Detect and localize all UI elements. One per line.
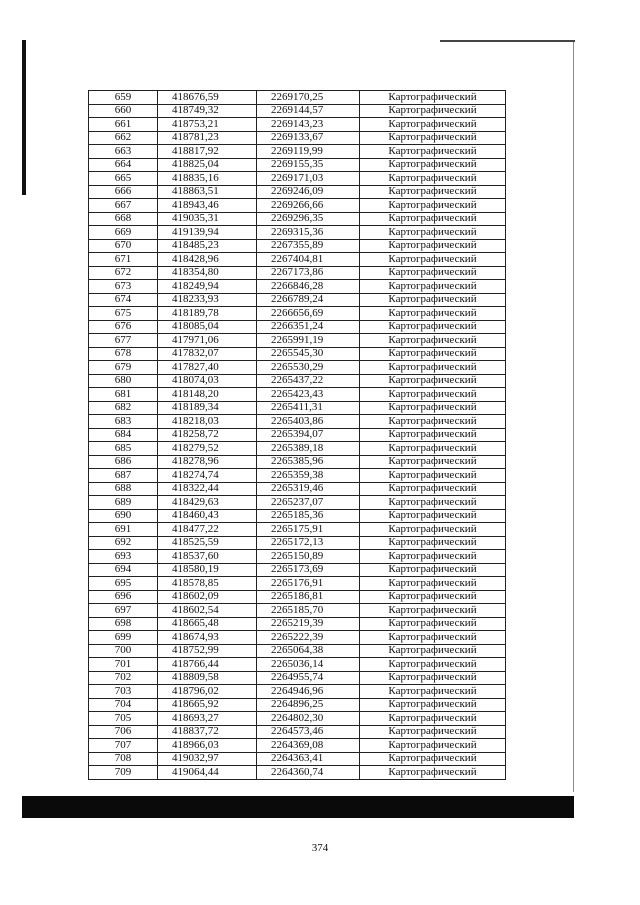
y-coordinate-cell: 2265359,38 bbox=[257, 469, 360, 483]
y-coordinate-cell: 2265219,39 bbox=[257, 617, 360, 631]
method-cell: Картографический bbox=[360, 361, 506, 375]
table-row bbox=[89, 658, 506, 672]
method-cell: Картографический bbox=[360, 334, 506, 348]
y-coordinate-cell: 2265423,43 bbox=[257, 388, 360, 402]
y-coordinate-cell: 2265036,14 bbox=[257, 658, 360, 672]
table-row bbox=[89, 307, 506, 321]
table-row bbox=[89, 604, 506, 618]
scan-margin-bar bbox=[22, 40, 26, 195]
point-number-cell: 693 bbox=[89, 550, 158, 564]
point-number-cell: 665 bbox=[89, 172, 158, 186]
point-number-cell: 684 bbox=[89, 428, 158, 442]
method-cell: Картографический bbox=[360, 482, 506, 496]
method-cell: Картографический bbox=[360, 590, 506, 604]
table-row bbox=[89, 266, 506, 280]
coordinates-table bbox=[88, 90, 506, 780]
x-coordinate-cell: 419139,94 bbox=[158, 226, 257, 240]
y-coordinate-cell: 2266656,69 bbox=[257, 307, 360, 321]
table-row bbox=[89, 766, 506, 780]
table-row bbox=[89, 91, 506, 105]
method-cell: Картографический bbox=[360, 644, 506, 658]
table-row bbox=[89, 239, 506, 253]
point-number-cell: 667 bbox=[89, 199, 158, 213]
x-coordinate-cell: 418085,04 bbox=[158, 320, 257, 334]
table-row bbox=[89, 590, 506, 604]
y-coordinate-cell: 2264573,46 bbox=[257, 725, 360, 739]
table-row bbox=[89, 455, 506, 469]
point-number-cell: 688 bbox=[89, 482, 158, 496]
point-number-cell: 670 bbox=[89, 239, 158, 253]
table-row bbox=[89, 226, 506, 240]
method-cell: Картографический bbox=[360, 158, 506, 172]
point-number-cell: 673 bbox=[89, 280, 158, 294]
point-number-cell: 681 bbox=[89, 388, 158, 402]
y-coordinate-cell: 2265173,69 bbox=[257, 563, 360, 577]
method-cell: Картографический bbox=[360, 496, 506, 510]
point-number-cell: 679 bbox=[89, 361, 158, 375]
table-row bbox=[89, 347, 506, 361]
x-coordinate-cell: 418825,04 bbox=[158, 158, 257, 172]
x-coordinate-cell: 418322,44 bbox=[158, 482, 257, 496]
point-number-cell: 692 bbox=[89, 536, 158, 550]
table-row bbox=[89, 739, 506, 753]
x-coordinate-cell: 418665,48 bbox=[158, 617, 257, 631]
coordinates-table-body bbox=[89, 91, 506, 780]
point-number-cell: 701 bbox=[89, 658, 158, 672]
x-coordinate-cell: 418249,94 bbox=[158, 280, 257, 294]
table-row bbox=[89, 334, 506, 348]
table-row bbox=[89, 253, 506, 267]
scan-black-band bbox=[22, 796, 574, 818]
x-coordinate-cell: 418863,51 bbox=[158, 185, 257, 199]
point-number-cell: 678 bbox=[89, 347, 158, 361]
x-coordinate-cell: 418233,93 bbox=[158, 293, 257, 307]
y-coordinate-cell: 2265176,91 bbox=[257, 577, 360, 591]
point-number-cell: 709 bbox=[89, 766, 158, 780]
point-number-cell: 696 bbox=[89, 590, 158, 604]
table-row bbox=[89, 712, 506, 726]
table-row bbox=[89, 496, 506, 510]
method-cell: Картографический bbox=[360, 739, 506, 753]
table-row bbox=[89, 415, 506, 429]
x-coordinate-cell: 418189,34 bbox=[158, 401, 257, 415]
x-coordinate-cell: 417827,40 bbox=[158, 361, 257, 375]
method-cell: Картографический bbox=[360, 118, 506, 132]
y-coordinate-cell: 2267404,81 bbox=[257, 253, 360, 267]
x-coordinate-cell: 418749,32 bbox=[158, 104, 257, 118]
y-coordinate-cell: 2264363,41 bbox=[257, 752, 360, 766]
x-coordinate-cell: 418525,59 bbox=[158, 536, 257, 550]
point-number-cell: 691 bbox=[89, 523, 158, 537]
method-cell: Картографический bbox=[360, 253, 506, 267]
method-cell: Картографический bbox=[360, 469, 506, 483]
table-row bbox=[89, 469, 506, 483]
table-row bbox=[89, 428, 506, 442]
method-cell: Картографический bbox=[360, 388, 506, 402]
x-coordinate-cell: 418943,46 bbox=[158, 199, 257, 213]
x-coordinate-cell: 418278,96 bbox=[158, 455, 257, 469]
x-coordinate-cell: 418835,16 bbox=[158, 172, 257, 186]
method-cell: Картографический bbox=[360, 604, 506, 618]
x-coordinate-cell: 417971,06 bbox=[158, 334, 257, 348]
x-coordinate-cell: 418809,58 bbox=[158, 671, 257, 685]
method-cell: Картографический bbox=[360, 226, 506, 240]
method-cell: Картографический bbox=[360, 536, 506, 550]
table-row bbox=[89, 280, 506, 294]
table-row bbox=[89, 671, 506, 685]
y-coordinate-cell: 2265991,19 bbox=[257, 334, 360, 348]
x-coordinate-cell: 418837,72 bbox=[158, 725, 257, 739]
table-row bbox=[89, 644, 506, 658]
y-coordinate-cell: 2264369,08 bbox=[257, 739, 360, 753]
table-row bbox=[89, 536, 506, 550]
x-coordinate-cell: 418602,54 bbox=[158, 604, 257, 618]
method-cell: Картографический bbox=[360, 185, 506, 199]
x-coordinate-cell: 418429,63 bbox=[158, 496, 257, 510]
method-cell: Картографический bbox=[360, 631, 506, 645]
point-number-cell: 685 bbox=[89, 442, 158, 456]
y-coordinate-cell: 2269246,09 bbox=[257, 185, 360, 199]
table-row bbox=[89, 577, 506, 591]
table-row bbox=[89, 212, 506, 226]
x-coordinate-cell: 418074,03 bbox=[158, 374, 257, 388]
y-coordinate-cell: 2267355,89 bbox=[257, 239, 360, 253]
y-coordinate-cell: 2265437,22 bbox=[257, 374, 360, 388]
x-coordinate-cell: 418693,27 bbox=[158, 712, 257, 726]
y-coordinate-cell: 2265064,38 bbox=[257, 644, 360, 658]
point-number-cell: 694 bbox=[89, 563, 158, 577]
point-number-cell: 675 bbox=[89, 307, 158, 321]
point-number-cell: 674 bbox=[89, 293, 158, 307]
method-cell: Картографический bbox=[360, 698, 506, 712]
method-cell: Картографический bbox=[360, 145, 506, 159]
point-number-cell: 706 bbox=[89, 725, 158, 739]
method-cell: Картографический bbox=[360, 199, 506, 213]
point-number-cell: 697 bbox=[89, 604, 158, 618]
table-row bbox=[89, 293, 506, 307]
point-number-cell: 676 bbox=[89, 320, 158, 334]
x-coordinate-cell: 418354,80 bbox=[158, 266, 257, 280]
table-row bbox=[89, 185, 506, 199]
method-cell: Картографический bbox=[360, 91, 506, 105]
table-row bbox=[89, 752, 506, 766]
point-number-cell: 671 bbox=[89, 253, 158, 267]
y-coordinate-cell: 2266789,24 bbox=[257, 293, 360, 307]
y-coordinate-cell: 2269171,03 bbox=[257, 172, 360, 186]
method-cell: Картографический bbox=[360, 280, 506, 294]
x-coordinate-cell: 418580,19 bbox=[158, 563, 257, 577]
y-coordinate-cell: 2264946,96 bbox=[257, 685, 360, 699]
y-coordinate-cell: 2265530,29 bbox=[257, 361, 360, 375]
x-coordinate-cell: 419035,31 bbox=[158, 212, 257, 226]
table-row bbox=[89, 361, 506, 375]
y-coordinate-cell: 2269170,25 bbox=[257, 91, 360, 105]
y-coordinate-cell: 2265545,30 bbox=[257, 347, 360, 361]
table-row bbox=[89, 131, 506, 145]
x-coordinate-cell: 418148,20 bbox=[158, 388, 257, 402]
table-row bbox=[89, 685, 506, 699]
y-coordinate-cell: 2265175,91 bbox=[257, 523, 360, 537]
table-row bbox=[89, 725, 506, 739]
y-coordinate-cell: 2265186,81 bbox=[257, 590, 360, 604]
scan-top-edge bbox=[440, 40, 575, 42]
y-coordinate-cell: 2269133,67 bbox=[257, 131, 360, 145]
table-row bbox=[89, 118, 506, 132]
x-coordinate-cell: 418676,59 bbox=[158, 91, 257, 105]
y-coordinate-cell: 2269143,23 bbox=[257, 118, 360, 132]
y-coordinate-cell: 2269296,35 bbox=[257, 212, 360, 226]
x-coordinate-cell: 418578,85 bbox=[158, 577, 257, 591]
y-coordinate-cell: 2265411,31 bbox=[257, 401, 360, 415]
method-cell: Картографический bbox=[360, 617, 506, 631]
x-coordinate-cell: 419064,44 bbox=[158, 766, 257, 780]
y-coordinate-cell: 2269315,36 bbox=[257, 226, 360, 240]
x-coordinate-cell: 418258,72 bbox=[158, 428, 257, 442]
y-coordinate-cell: 2266351,24 bbox=[257, 320, 360, 334]
method-cell: Картографический bbox=[360, 415, 506, 429]
table-row bbox=[89, 617, 506, 631]
method-cell: Картографический bbox=[360, 212, 506, 226]
method-cell: Картографический bbox=[360, 671, 506, 685]
y-coordinate-cell: 2264802,30 bbox=[257, 712, 360, 726]
x-coordinate-cell: 418753,21 bbox=[158, 118, 257, 132]
x-coordinate-cell: 418279,52 bbox=[158, 442, 257, 456]
point-number-cell: 708 bbox=[89, 752, 158, 766]
y-coordinate-cell: 2269266,66 bbox=[257, 199, 360, 213]
point-number-cell: 659 bbox=[89, 91, 158, 105]
point-number-cell: 683 bbox=[89, 415, 158, 429]
point-number-cell: 704 bbox=[89, 698, 158, 712]
method-cell: Картографический bbox=[360, 725, 506, 739]
table-row bbox=[89, 509, 506, 523]
method-cell: Картографический bbox=[360, 442, 506, 456]
y-coordinate-cell: 2269144,57 bbox=[257, 104, 360, 118]
point-number-cell: 668 bbox=[89, 212, 158, 226]
y-coordinate-cell: 2265389,18 bbox=[257, 442, 360, 456]
page-number: 374 bbox=[311, 842, 329, 854]
y-coordinate-cell: 2265185,36 bbox=[257, 509, 360, 523]
x-coordinate-cell: 419032,97 bbox=[158, 752, 257, 766]
x-coordinate-cell: 418485,23 bbox=[158, 239, 257, 253]
method-cell: Картографический bbox=[360, 563, 506, 577]
coordinates-table-wrapper bbox=[88, 90, 506, 780]
point-number-cell: 700 bbox=[89, 644, 158, 658]
x-coordinate-cell: 418781,23 bbox=[158, 131, 257, 145]
y-coordinate-cell: 2264955,74 bbox=[257, 671, 360, 685]
x-coordinate-cell: 418218,03 bbox=[158, 415, 257, 429]
x-coordinate-cell: 418966,03 bbox=[158, 739, 257, 753]
y-coordinate-cell: 2264896,25 bbox=[257, 698, 360, 712]
method-cell: Картографический bbox=[360, 712, 506, 726]
method-cell: Картографический bbox=[360, 550, 506, 564]
y-coordinate-cell: 2265222,39 bbox=[257, 631, 360, 645]
method-cell: Картографический bbox=[360, 374, 506, 388]
method-cell: Картографический bbox=[360, 658, 506, 672]
method-cell: Картографический bbox=[360, 239, 506, 253]
point-number-cell: 703 bbox=[89, 685, 158, 699]
point-number-cell: 666 bbox=[89, 185, 158, 199]
y-coordinate-cell: 2265150,89 bbox=[257, 550, 360, 564]
y-coordinate-cell: 2264360,74 bbox=[257, 766, 360, 780]
point-number-cell: 687 bbox=[89, 469, 158, 483]
method-cell: Картографический bbox=[360, 455, 506, 469]
y-coordinate-cell: 2265403,86 bbox=[257, 415, 360, 429]
y-coordinate-cell: 2265394,07 bbox=[257, 428, 360, 442]
point-number-cell: 698 bbox=[89, 617, 158, 631]
table-row bbox=[89, 104, 506, 118]
method-cell: Картографический bbox=[360, 509, 506, 523]
table-row bbox=[89, 172, 506, 186]
table-row bbox=[89, 482, 506, 496]
x-coordinate-cell: 418477,22 bbox=[158, 523, 257, 537]
y-coordinate-cell: 2265185,70 bbox=[257, 604, 360, 618]
y-coordinate-cell: 2269155,35 bbox=[257, 158, 360, 172]
table-row bbox=[89, 563, 506, 577]
table-row bbox=[89, 320, 506, 334]
method-cell: Картографический bbox=[360, 172, 506, 186]
x-coordinate-cell: 417832,07 bbox=[158, 347, 257, 361]
point-number-cell: 695 bbox=[89, 577, 158, 591]
x-coordinate-cell: 418189,78 bbox=[158, 307, 257, 321]
y-coordinate-cell: 2266846,28 bbox=[257, 280, 360, 294]
point-number-cell: 690 bbox=[89, 509, 158, 523]
point-number-cell: 672 bbox=[89, 266, 158, 280]
method-cell: Картографический bbox=[360, 266, 506, 280]
scan-right-edge bbox=[573, 42, 574, 792]
method-cell: Картографический bbox=[360, 401, 506, 415]
method-cell: Картографический bbox=[360, 293, 506, 307]
y-coordinate-cell: 2265319,46 bbox=[257, 482, 360, 496]
table-row bbox=[89, 401, 506, 415]
y-coordinate-cell: 2265385,96 bbox=[257, 455, 360, 469]
table-row bbox=[89, 698, 506, 712]
table-row bbox=[89, 388, 506, 402]
method-cell: Картографический bbox=[360, 428, 506, 442]
method-cell: Картографический bbox=[360, 347, 506, 361]
x-coordinate-cell: 418674,93 bbox=[158, 631, 257, 645]
method-cell: Картографический bbox=[360, 320, 506, 334]
point-number-cell: 661 bbox=[89, 118, 158, 132]
table-row bbox=[89, 523, 506, 537]
table-row bbox=[89, 199, 506, 213]
x-coordinate-cell: 418602,09 bbox=[158, 590, 257, 604]
point-number-cell: 660 bbox=[89, 104, 158, 118]
point-number-cell: 669 bbox=[89, 226, 158, 240]
point-number-cell: 664 bbox=[89, 158, 158, 172]
method-cell: Картографический bbox=[360, 307, 506, 321]
x-coordinate-cell: 418817,92 bbox=[158, 145, 257, 159]
table-row bbox=[89, 550, 506, 564]
x-coordinate-cell: 418796,02 bbox=[158, 685, 257, 699]
method-cell: Картографический bbox=[360, 104, 506, 118]
method-cell: Картографический bbox=[360, 577, 506, 591]
point-number-cell: 677 bbox=[89, 334, 158, 348]
point-number-cell: 689 bbox=[89, 496, 158, 510]
table-row bbox=[89, 374, 506, 388]
method-cell: Картографический bbox=[360, 752, 506, 766]
x-coordinate-cell: 418752,99 bbox=[158, 644, 257, 658]
method-cell: Картографический bbox=[360, 131, 506, 145]
table-row bbox=[89, 158, 506, 172]
x-coordinate-cell: 418537,60 bbox=[158, 550, 257, 564]
point-number-cell: 680 bbox=[89, 374, 158, 388]
table-row bbox=[89, 631, 506, 645]
y-coordinate-cell: 2265172,13 bbox=[257, 536, 360, 550]
point-number-cell: 705 bbox=[89, 712, 158, 726]
x-coordinate-cell: 418428,96 bbox=[158, 253, 257, 267]
point-number-cell: 663 bbox=[89, 145, 158, 159]
y-coordinate-cell: 2265237,07 bbox=[257, 496, 360, 510]
point-number-cell: 686 bbox=[89, 455, 158, 469]
point-number-cell: 682 bbox=[89, 401, 158, 415]
point-number-cell: 702 bbox=[89, 671, 158, 685]
y-coordinate-cell: 2269119,99 bbox=[257, 145, 360, 159]
y-coordinate-cell: 2267173,86 bbox=[257, 266, 360, 280]
point-number-cell: 699 bbox=[89, 631, 158, 645]
x-coordinate-cell: 418274,74 bbox=[158, 469, 257, 483]
table-row bbox=[89, 442, 506, 456]
point-number-cell: 662 bbox=[89, 131, 158, 145]
x-coordinate-cell: 418665,92 bbox=[158, 698, 257, 712]
point-number-cell: 707 bbox=[89, 739, 158, 753]
table-row bbox=[89, 145, 506, 159]
x-coordinate-cell: 418460,43 bbox=[158, 509, 257, 523]
method-cell: Картографический bbox=[360, 766, 506, 780]
method-cell: Картографический bbox=[360, 685, 506, 699]
x-coordinate-cell: 418766,44 bbox=[158, 658, 257, 672]
method-cell: Картографический bbox=[360, 523, 506, 537]
